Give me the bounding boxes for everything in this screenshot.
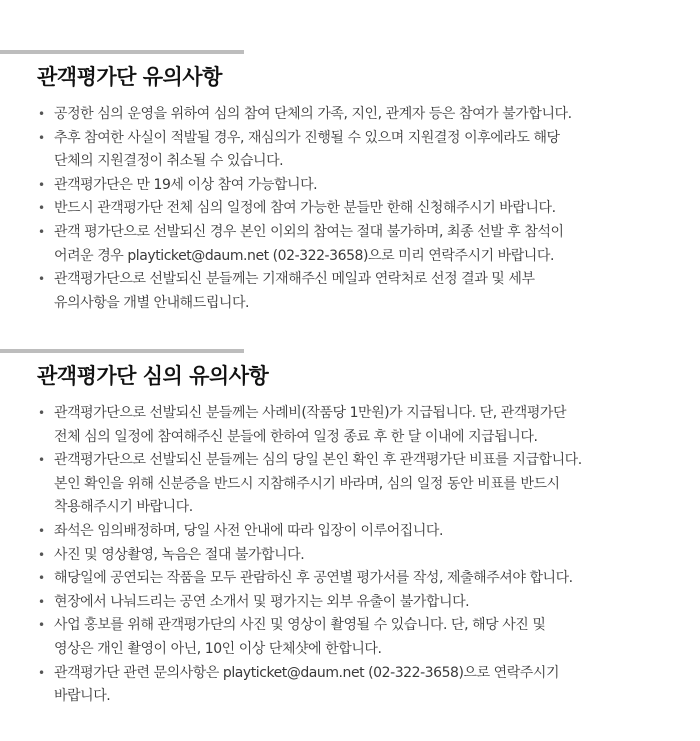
section-title: 관객평가단 유의사항	[37, 65, 222, 89]
list-item: • 관객평가단은 만 19세 이상 참여 가능합니다.	[0, 174, 700, 198]
notice-list	[0, 103, 700, 315]
list-item: • 관객평가단으로 선발되신 분들께는 기재해주신 메일과 연락처로 선정 결과 및 세부 유의사항을 개별 안내해드립니다.	[0, 268, 700, 315]
list-item: • 사업 홍보를 위해 관객평가단의 사진 및 영상이 촬영될 수 있습니다. 단, 해당 사진 및 영상은 개인 촬영이 아닌, 10인 이상 단체샷에 한합니다.	[0, 614, 700, 661]
section-divider	[0, 349, 244, 353]
list-item: • 해당일에 공연되는 작품을 모두 관람하신 후 공연별 평가서를 작성, 제출해주셔야 합니다.	[0, 567, 700, 591]
notice-section-general	[0, 50, 700, 315]
list-item: • 관객 평가단으로 선발되신 경우 본인 이외의 참여는 절대 불가하며, 최종 선발 후 참석이 어려운 경우 playticket@daum.net (02-322-3658)으로 미리 연락주시기 바랍니다.	[0, 221, 700, 268]
list-item: • 현장에서 나눠드리는 공연 소개서 및 평가지는 외부 유출이 불가합니다.	[0, 591, 700, 615]
list-item: • 관객평가단으로 선발되신 분들께는 심의 당일 본인 확인 후 관객평가단 비표를 지급합니다. 본인 확인을 위해 신분증을 반드시 지참해주시기 바라며, 심의 일정 동안 비표를 반드시 착용해주시기 바랍니다.	[0, 449, 700, 520]
notice-section-review	[0, 349, 700, 709]
list-item: • 추후 참여한 사실이 적발될 경우, 재심의가 진행될 수 있으며 지원결정 이후에라도 해당 단체의 지원결정이 취소될 수 있습니다.	[0, 127, 700, 174]
list-item: • 좌석은 임의배정하며, 당일 사전 안내에 따라 입장이 이루어집니다.	[0, 520, 700, 544]
list-item: • 관객평가단 관련 문의사항은 playticket@daum.net (02-322-3658)으로 연락주시기 바랍니다.	[0, 662, 700, 709]
list-item: • 사진 및 영상촬영, 녹음은 절대 불가합니다.	[0, 544, 700, 568]
section-divider	[0, 50, 244, 54]
list-item: • 관객평가단으로 선발되신 분들께는 사례비(작품당 1만원)가 지급됩니다. 단, 관객평가단 전체 심의 일정에 참여해주신 분들에 한하여 일정 종료 후 한 달 이내에 지급됩니다.	[0, 402, 700, 449]
section-title: 관객평가단 심의 유의사항	[37, 364, 269, 388]
notice-list	[0, 402, 700, 709]
list-item: • 반드시 관객평가단 전체 심의 일정에 참여 가능한 분들만 한해 신청해주시기 바랍니다.	[0, 197, 700, 221]
list-item: • 공정한 심의 운영을 위하여 심의 참여 단체의 가족, 지인, 관계자 등은 참여가 불가합니다.	[0, 103, 700, 127]
